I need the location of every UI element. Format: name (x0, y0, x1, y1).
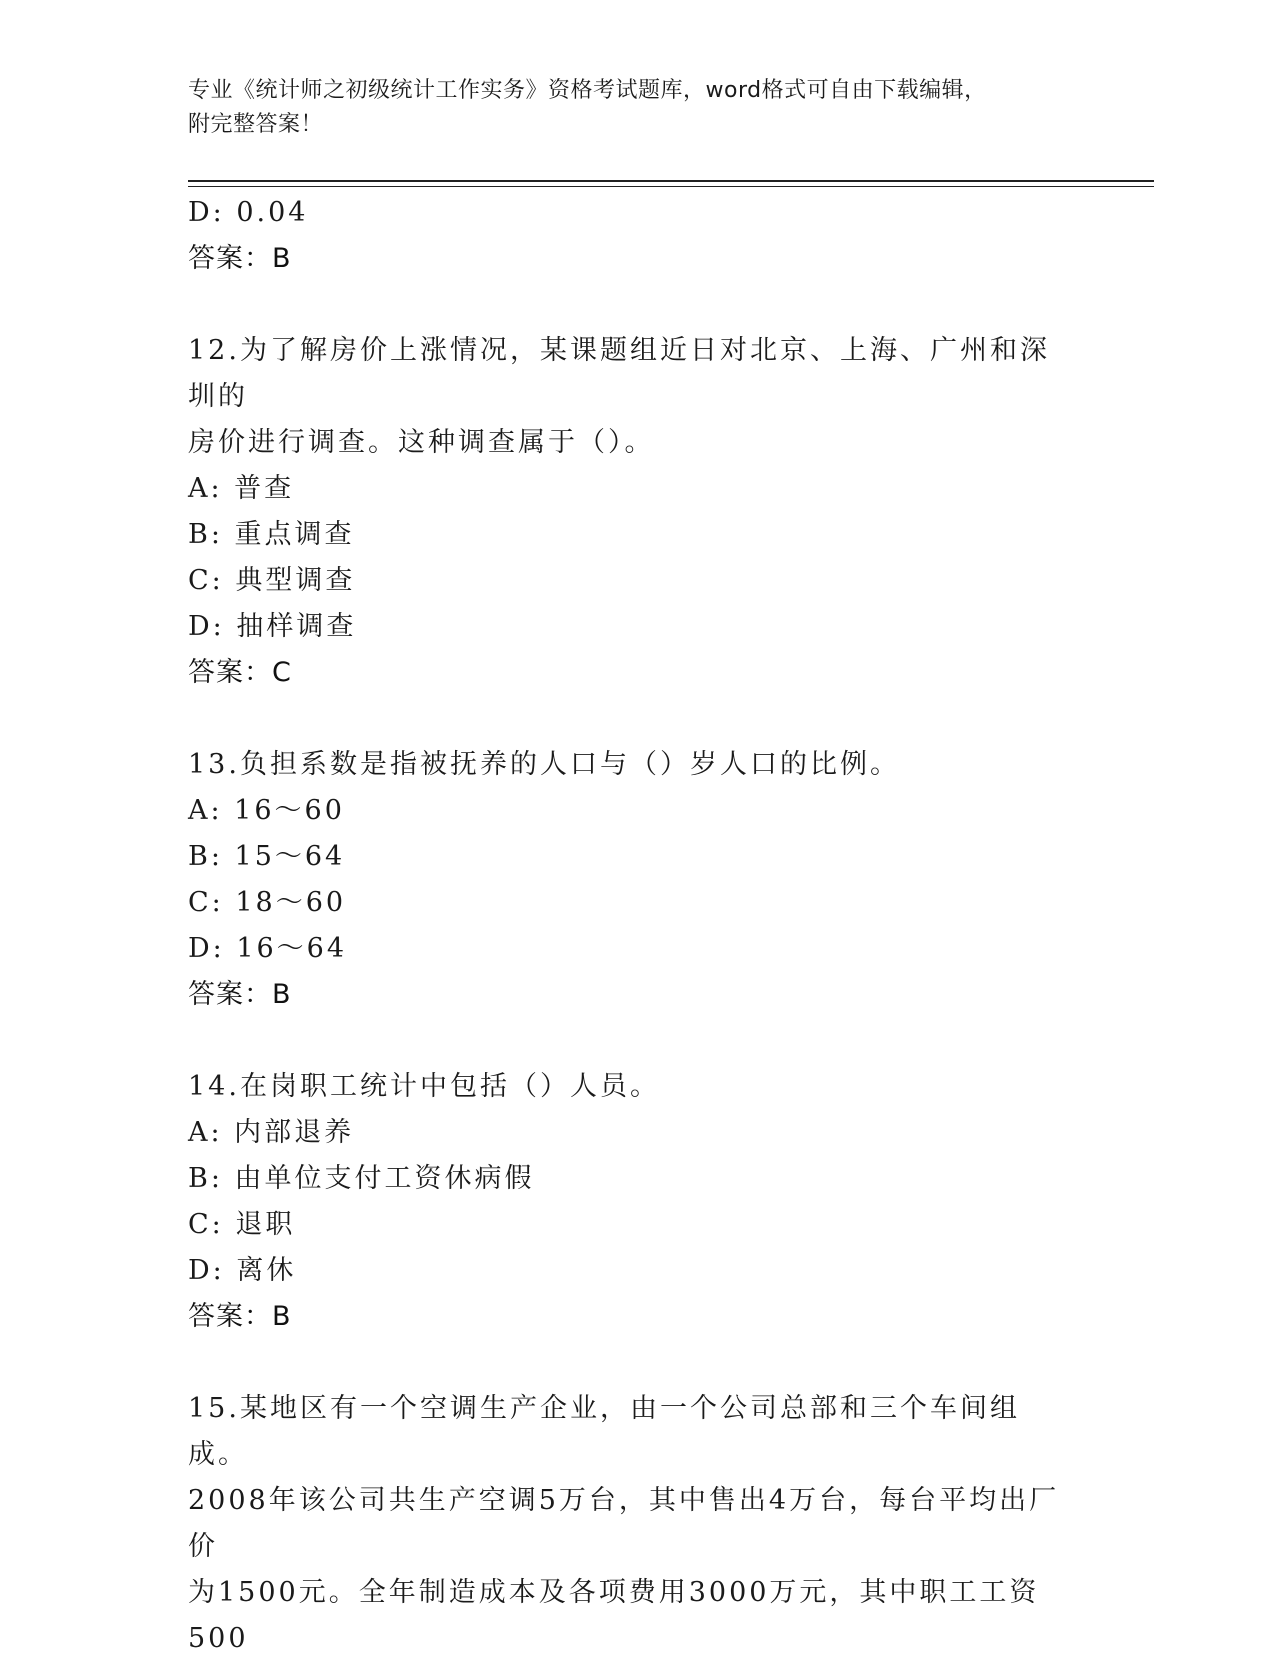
option-d: D: 离休 (188, 1255, 297, 1286)
question-15 (188, 1386, 1088, 1662)
prev-answer: 答案：B (188, 243, 292, 274)
document-body (188, 190, 1088, 1662)
option-d: D: 16～64 (188, 933, 348, 964)
question-12 (188, 328, 1088, 696)
spacer (188, 696, 1088, 742)
answer: 答案：B (188, 1301, 292, 1332)
option-b: B: 由单位支付工资休病假 (188, 1163, 535, 1194)
header-line-1: 专业《统计师之初级统计工作实务》资格考试题库，word格式可自由下载编辑， (188, 78, 987, 103)
question-stem: 12.为了解房价上涨情况，某课题组近日对北京、上海、广州和深圳的 (188, 335, 1050, 412)
document-header (188, 74, 1088, 142)
prev-option-d: D: 0.04 (188, 197, 309, 228)
answer: 答案：C (188, 657, 292, 688)
question-stem: 为1500元。全年制造成本及各项费用3000万元，其中职工工资500 (188, 1577, 1040, 1654)
option-a: A: 16～60 (188, 795, 345, 826)
option-b: B: 15～64 (188, 841, 346, 872)
option-a: A: 内部退养 (188, 1117, 355, 1148)
question-stem: 房价进行调查。这种调查属于（）。 (188, 427, 655, 458)
spacer (188, 282, 1088, 328)
option-c: C: 18～60 (188, 887, 347, 918)
question-stem: 13.负担系数是指被抚养的人口与（）岁人口的比例。 (188, 749, 900, 780)
question-14 (188, 1064, 1088, 1340)
question-stem: 2008年该公司共生产空调5万台，其中售出4万台，每台平均出厂价 (188, 1485, 1060, 1562)
option-c: C: 典型调查 (188, 565, 356, 596)
question-stem: 15.某地区有一个空调生产企业，由一个公司总部和三个车间组成。 (188, 1393, 1020, 1470)
answer: 答案：B (188, 979, 292, 1010)
option-c: C: 退职 (188, 1209, 296, 1240)
question-stem: 14.在岗职工统计中包括（）人员。 (188, 1071, 660, 1102)
option-b: B: 重点调查 (188, 519, 355, 550)
option-a: A: 普查 (188, 473, 295, 504)
question-13 (188, 742, 1088, 1018)
header-divider-thin (188, 186, 1154, 187)
spacer (188, 1340, 1088, 1386)
header-line-2: 附完整答案！ (188, 112, 324, 137)
spacer (188, 1018, 1088, 1064)
option-d: D: 抽样调查 (188, 611, 357, 642)
header-divider-thick (188, 180, 1154, 182)
